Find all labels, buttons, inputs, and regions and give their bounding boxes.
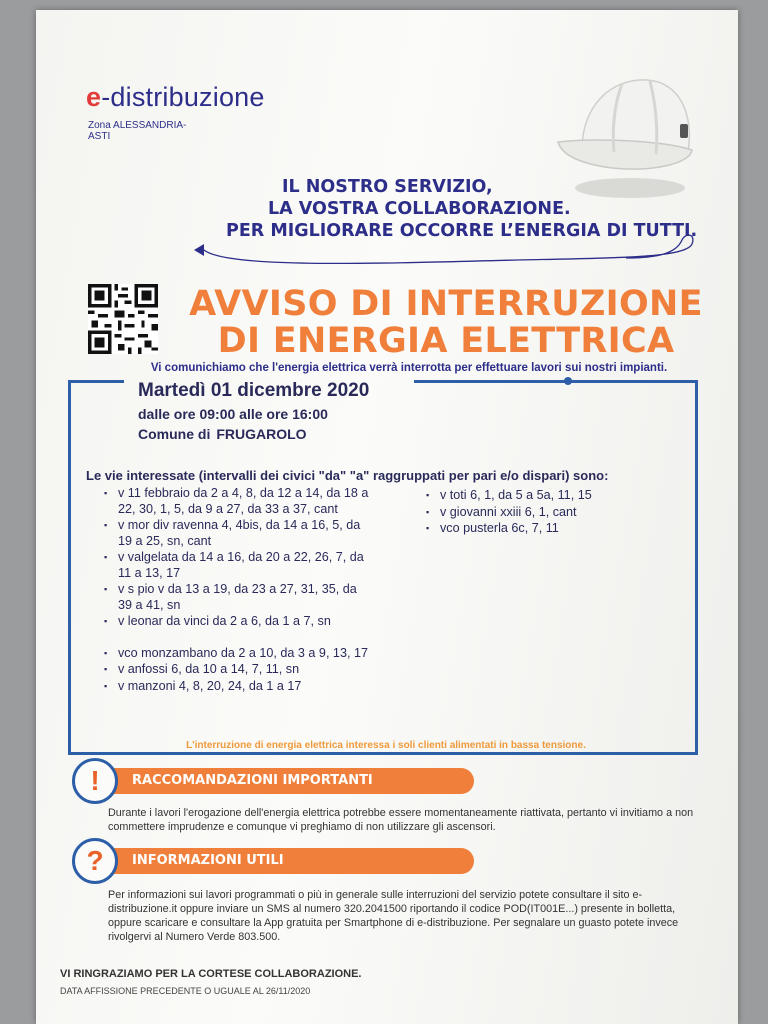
- streets-list-left: [102, 486, 372, 695]
- thanks-text: VI RINGRAZIAMO PER LA CORTESE COLLABORAZIONE.: [60, 968, 362, 980]
- slogan-line-2: LA VOSTRA COLLABORAZIONE.: [268, 199, 571, 219]
- recommendations-text: Durante i lavori l'erogazione dell'energia elettrica potrebbe essere momentaneamente riattivata, pertanto vi invitiamo a non commettere imprudenze e comunque vi preghiamo di non utilizzare gli ascensori.: [108, 807, 694, 833]
- section-bar-info: INFORMAZIONI UTILI: [106, 848, 474, 874]
- list-item: ▪ v 11 febbraio da 2 a 4, 8, da 12 a 14, da 18 a 22, 30, 1, 5, da 9 a 27, da 33 a 37, cant: [102, 486, 372, 517]
- notice-sheet: [36, 10, 738, 1024]
- outage-hours: dalle ore 09:00 alle ore 16:00: [138, 406, 328, 422]
- slogan-line-3: PER MIGLIORARE OCCORRE L’ENERGIA DI TUTTI.: [226, 221, 698, 241]
- question-icon: ?: [72, 838, 118, 884]
- exclamation-icon: !: [72, 758, 118, 804]
- list-item: ▪ v mor div ravenna 4, 4bis, da 14 a 16, 5, da 19 a 25, sn, cant: [102, 518, 372, 549]
- title-line-1: AVVISO DI INTERRUZIONE: [189, 284, 703, 324]
- list-item: ▪ v valgelata da 14 a 16, da 20 a 22, 26, 7, da 11 a 13, 17: [102, 550, 372, 581]
- low-voltage-note: L'interruzione di energia elettrica interessa i soli clienti alimentati in bassa tensione.: [186, 740, 586, 751]
- logo-text: -distribuzione: [101, 82, 265, 112]
- box-top-border-right: [414, 380, 698, 383]
- outage-date: Martedì 01 dicembre 2020: [138, 380, 370, 401]
- logo-e-letter: e: [86, 82, 102, 112]
- list-item: ▪ vco pusterla 6c, 7, 11: [424, 521, 664, 537]
- slogan-line-1: IL NOSTRO SERVIZIO,: [282, 177, 493, 197]
- outage-comune: [138, 426, 307, 442]
- affixion-date: DATA AFFISSIONE PRECEDENTE O UGUALE AL 26/11/2020: [60, 986, 311, 996]
- list-item: ▪ v manzoni 4, 8, 20, 24, da 1 a 17: [102, 679, 372, 695]
- qr-code: [88, 284, 158, 354]
- comune-name: FRUGAROLO: [216, 426, 307, 442]
- intro-text: Vi comunichiamo che l'energia elettrica verrà interrotta per effettuare lavori sui nostri impianti.: [150, 362, 668, 374]
- title-line-2: DI ENERGIA ELETTRICA: [217, 321, 675, 361]
- e-distribuzione-logo: [86, 82, 265, 113]
- box-border-dot: [564, 377, 572, 385]
- streets-list-right: [424, 488, 664, 538]
- list-item: ▪ v leonar da vinci da 2 a 6, da 1 a 7, sn: [102, 614, 372, 630]
- list-item: ▪ v s pio v da 13 a 19, da 23 a 27, 31, 35, da 39 a 41, sn: [102, 582, 372, 613]
- comune-label: Comune di: [138, 426, 211, 442]
- box-top-border-left: [68, 380, 124, 383]
- streets-heading: Le vie interessate (intervalli dei civici "da" "a" raggruppati per pari e/o dispari) sono:: [86, 468, 609, 483]
- list-item: ▪ vco monzambano da 2 a 10, da 3 a 9, 13, 17: [102, 646, 372, 662]
- list-item: ▪ v giovanni xxiii 6, 1, cant: [424, 505, 664, 521]
- power-plug-icon: [186, 228, 706, 274]
- section-bar-recommendations: RACCOMANDAZIONI IMPORTANTI: [106, 768, 474, 794]
- list-item: ▪ v anfossi 6, da 10 a 14, 7, 11, sn: [102, 662, 372, 678]
- list-item: ▪ v toti 6, 1, da 5 a 5a, 11, 15: [424, 488, 664, 504]
- info-text: Per informazioni sui lavori programmati o più in generale sulle interruzioni del servizio potete consultare il sito e-distribuzione.it oppure inviare un SMS al numero 320.2041500 riportando il codice POD(IT001E...) presente in bolletta, oppure scaricare e consultare la App gratuita per Smartphone di e-distribuzione. Per segnalare un guasto potete invece rivolgervi al Numero Verde 803.500.: [108, 889, 679, 943]
- zona-label: Zona ALESSANDRIA-ASTI: [88, 120, 187, 142]
- notice-title: [166, 286, 726, 360]
